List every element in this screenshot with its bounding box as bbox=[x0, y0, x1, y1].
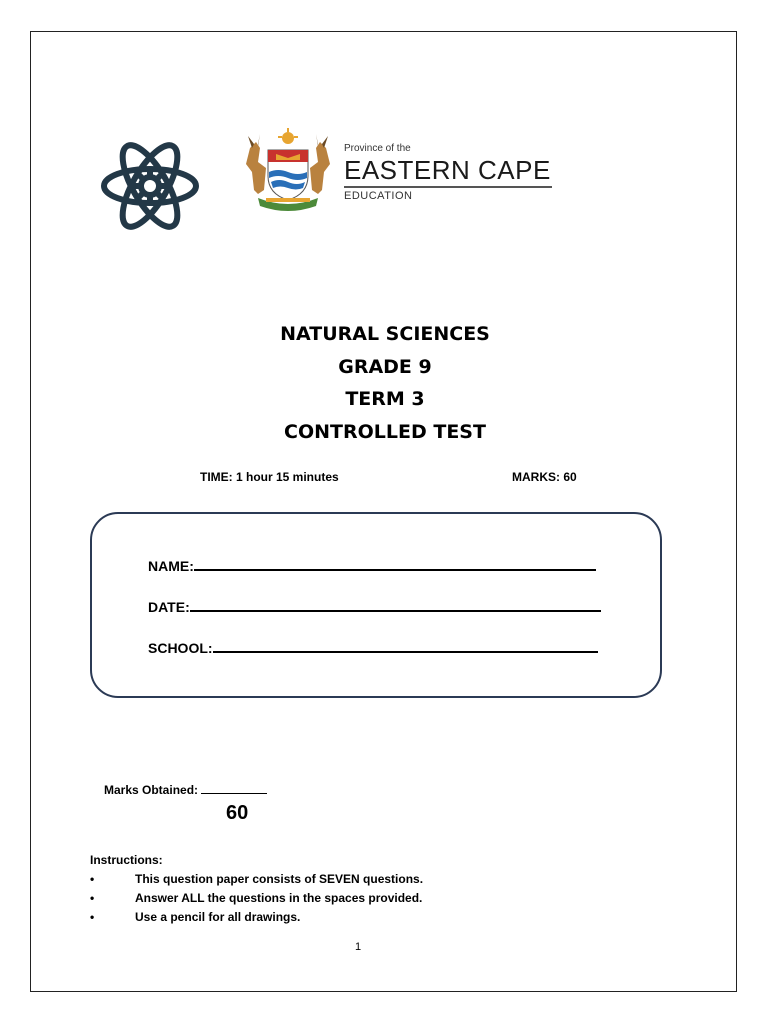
province-line: Province of the bbox=[344, 143, 411, 154]
province-name: EASTERN CAPE bbox=[344, 155, 551, 185]
coat-of-arms-icon bbox=[236, 128, 340, 214]
date-line[interactable] bbox=[190, 596, 601, 612]
instruction-text: Use a pencil for all drawings. bbox=[135, 910, 301, 924]
school-field[interactable] bbox=[148, 637, 598, 656]
title-block bbox=[0, 318, 768, 448]
bullet: • bbox=[90, 891, 95, 905]
school-line[interactable] bbox=[213, 637, 598, 653]
name-line[interactable] bbox=[194, 555, 596, 571]
instruction-item bbox=[90, 870, 423, 889]
time-allowed: TIME: 1 hour 15 minutes bbox=[200, 470, 339, 484]
atom-gear-icon bbox=[100, 128, 200, 244]
bullet: • bbox=[90, 872, 95, 886]
name-label: NAME: bbox=[148, 558, 194, 574]
test-type-title: CONTROLLED TEST bbox=[284, 420, 486, 443]
instruction-text: Answer ALL the questions in the spaces provided. bbox=[135, 891, 423, 905]
instructions bbox=[90, 851, 423, 927]
subject-title: NATURAL SCIENCES bbox=[280, 323, 490, 345]
instruction-text: This question paper consists of SEVEN questions. bbox=[135, 872, 424, 886]
marks-obtained-label: Marks Obtained: bbox=[104, 783, 199, 797]
date-field[interactable] bbox=[148, 596, 601, 615]
term-title: TERM 3 bbox=[345, 388, 425, 410]
name-field[interactable] bbox=[148, 555, 596, 574]
total-marks: MARKS: 60 bbox=[512, 470, 577, 484]
date-label: DATE: bbox=[148, 599, 190, 615]
instructions-heading: Instructions: bbox=[90, 853, 163, 867]
school-label: SCHOOL: bbox=[148, 640, 213, 656]
grade-title: GRADE 9 bbox=[338, 355, 432, 378]
department-name: EDUCATION bbox=[344, 190, 413, 202]
marks-total: 60 bbox=[226, 802, 249, 824]
bullet: • bbox=[90, 910, 95, 924]
instruction-item bbox=[90, 908, 423, 927]
learner-details-box bbox=[90, 512, 662, 698]
department-brand bbox=[344, 143, 552, 202]
instruction-item bbox=[90, 889, 423, 908]
marks-obtained bbox=[104, 782, 267, 797]
brand-rule bbox=[344, 186, 552, 188]
marks-obtained-blank[interactable] bbox=[201, 782, 267, 794]
page-number: 1 bbox=[355, 941, 362, 953]
